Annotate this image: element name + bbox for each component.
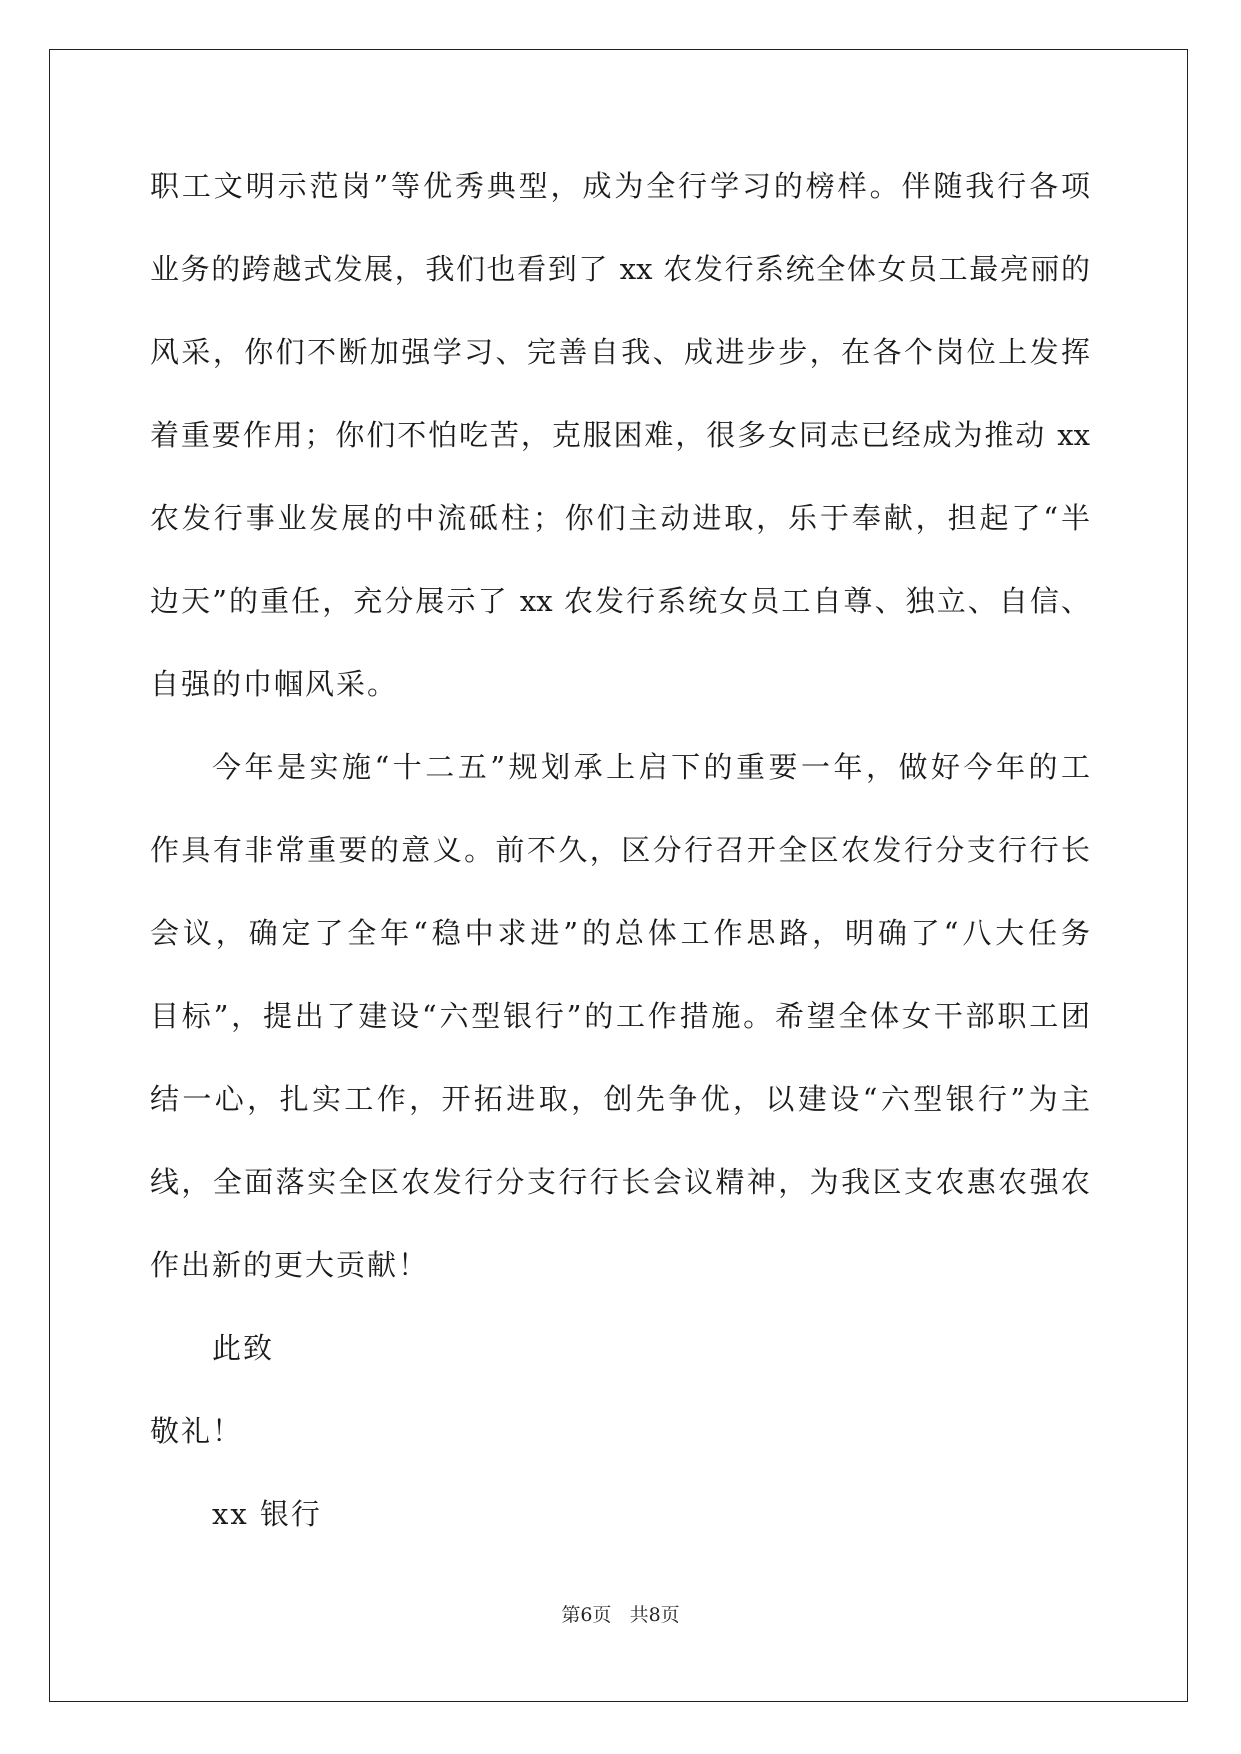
page-footer <box>0 1600 1241 1627</box>
body-line: 着重要作用；你们不怕吃苦，克服困难，很多女同志已经成为推动 xx <box>150 418 1090 452</box>
body-line: 作具有非常重要的意义。前不久，区分行召开全区农发行分支行行长 <box>150 833 1090 867</box>
paragraph-start-line: 今年是实施“十二五”规划承上启下的重要一年，做好今年的工 <box>212 750 1090 784</box>
body-line: 目标”，提出了建设“六型银行”的工作措施。希望全体女干部职工团 <box>150 999 1090 1033</box>
body-line: 线，全面落实全区农发行分支行行长会议精神，为我区支农惠农强农 <box>150 1165 1090 1199</box>
closing-regards: 敬礼！ <box>150 1414 244 1448</box>
body-line: 职工文明示范岗”等优秀典型，成为全行学习的榜样。伴随我行各项 <box>150 169 1090 203</box>
page-label: 第 <box>561 1604 581 1626</box>
body-line: 边天”的重任，充分展示了 xx 农发行系统女员工自尊、独立、自信、 <box>150 584 1090 618</box>
closing-salutation: 此致 <box>212 1331 275 1365</box>
body-line: 自强的巾帼风采。 <box>150 667 399 701</box>
total-label: 共 <box>629 1604 649 1626</box>
body-line: 风采，你们不断加强学习、完善自我、成进步步，在各个岗位上发挥 <box>150 335 1090 369</box>
body-line: 结一心，扎实工作，开拓进取，创先争优，以建设“六型银行”为主 <box>150 1082 1090 1116</box>
signature: xx 银行 <box>212 1497 322 1531</box>
total-pages-number: 8 <box>648 1604 661 1626</box>
body-line: 会议，确定了全年“稳中求进”的总体工作思路，明确了“八大任务 <box>150 916 1090 950</box>
total-suffix: 页 <box>660 1604 680 1626</box>
page-suffix: 页 <box>592 1604 612 1626</box>
document-body <box>150 160 1090 1571</box>
body-line: 作出新的更大贡献！ <box>150 1248 430 1282</box>
current-page-number: 6 <box>580 1604 593 1626</box>
body-line: 农发行事业发展的中流砥柱；你们主动进取，乐于奉献，担起了“半 <box>150 501 1090 535</box>
body-line: 业务的跨越式发展，我们也看到了 xx 农发行系统全体女员工最亮丽的 <box>150 252 1090 286</box>
